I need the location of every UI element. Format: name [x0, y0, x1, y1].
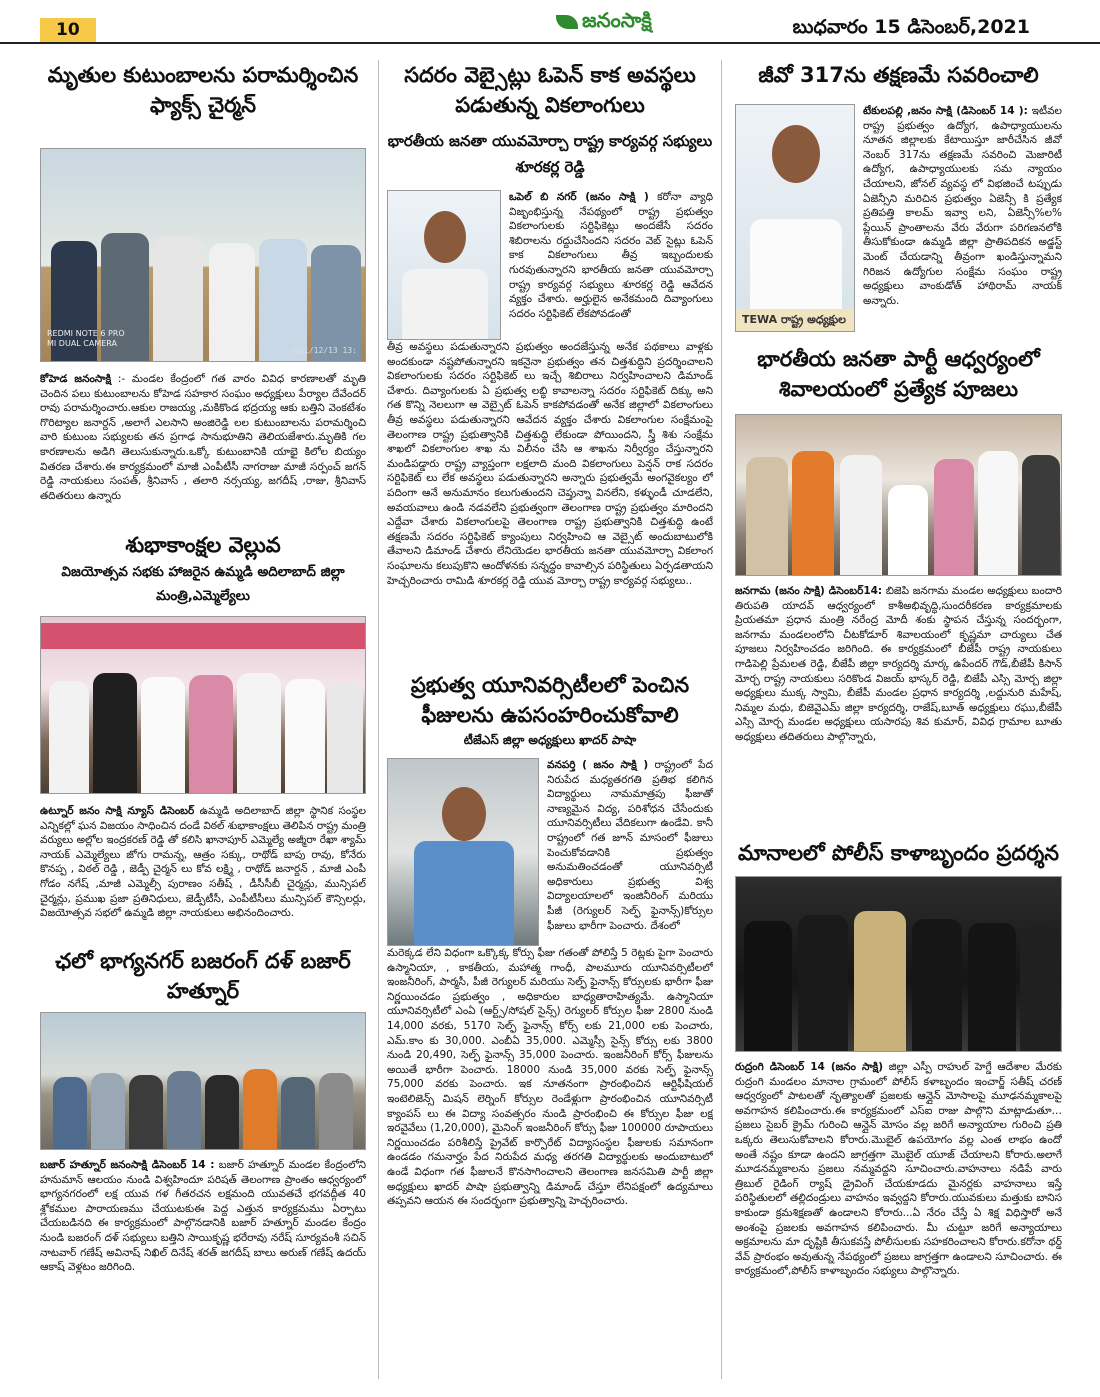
photo-figure: [167, 1071, 201, 1149]
photo-figure: [888, 485, 928, 575]
photo-figure: [93, 673, 137, 793]
article-dateline: రుద్రంగి డిసెంబర్ 14 (జనం సాక్షి): [735, 1061, 884, 1073]
camera-watermark: REDMI NOTE 6 PRO MI DUAL CAMERA: [47, 329, 125, 348]
column-right: [735, 60, 1062, 1379]
article-body: [735, 1060, 1062, 1352]
article-lead: [387, 190, 713, 340]
article-body-continued: మరెక్కడ లేని విధంగా ఒక్కొక్క కోర్సు ఫీజు గతంతో పోలిస్తే 5 రెట్లకు పైగా పెంచారు ఉస్మానియా, , కాకతీయ, మహాత్మ గాంధీ, పాలమూరు యూనివర్సిటీలలో ఇంజనీరింగ్, పార్మసీ, పీజీ రెగ్యులర్ మరియు సెల్ఫ్ ఫైనాన్స్ కోర్సులకు భారీగా ఫీజు నిర్ణయించడం ప్రభుత్వం , అధికారుల బాధ్యతారాహిత్యమే. ఉస్మానియా యూనివర్సిటీలో ఎంఏ (ఆర్ట్స్/సోషల్ సైన్స్) రెగ్యులర్ కోర్సుల ఫీజు 2800 నుండి 14,000 వరకు, 5170 సెల్ఫ్ ఫైనాన్స్ కోర్స్ లకు 21,000 లకు పెంచారు, ఎమ్.కాం కు 30,000. ఎంబీఏ 35,000. ఎమ్మెస్సీ సైన్స్ కోర్సు లకు 3800 నుండి 20,490, సెల్ఫ్ ఫైనాన్స్ 35,000 పెంచారు. ఇంజనీరింగ్ కోర్స్ ఫీజులను అయితే భారీగా పెంచారు. 18000 నుండి 35,000 వరకు సెల్ఫ్ ఫైనాన్స్ 75,000 వరకు పెంచారు. ఇక నూతనంగా ప్రారంభించిన ఆర్టిఫీషియల్ ఇంటెలిజెన్స్ మిషన్ లెర్నింగ్ కోర్సుల రెండేళ్లుగా ప్రారంభించిన యూనివర్సిటీ క్యాంపస్ లు ఈ విద్యా సంవత్సరం నుండి ప్రారంభించి ఈ కోర్సుల ఫీజు లక్ష ఇరవైవేలు (1,20,000), మైనింగ్ ఇంజనీరింగ్ కోర్సు ఫీజు 100000 రూపాయలు నిర్ణయించడం పరిశీలిస్తే ప్రైవేట్ కార్పొరేట్ విద్యాసంస్థల ఫీజులకు సమానంగా ఉండడం గమనార్హం పేద నిరుపేద మధ్య తరగతి విద్యార్థులకు అందుబాటులో ఉండే విధంగా గత ఫీజులనే కొనసాగించాలని తెలంగాణ జనసమితి పార్టీ జిల్లా అధ్యక్షులు ఖాదర్ పాషా ప్రభుత్వాన్ని డిమాండ్ చేస్తూ లేనిపక్షంలో ఉద్యమాలు తప్పవని ఆయన ఈ సందర్భంగా ప్రభుత్వాన్ని హెచ్చరించారు.: [387, 947, 713, 1208]
photo-figure: [327, 683, 363, 793]
article-body: [863, 104, 1062, 332]
photo-figure: [798, 915, 848, 1051]
article-photo: [40, 1012, 366, 1150]
photo-face: [424, 211, 466, 263]
article-dateline: జనగామ (జనం సాక్షి) డిసెంబర్14:: [735, 585, 883, 597]
article-headline: జీవో 317ను తక్షణమే సవరించాలి: [758, 63, 1039, 87]
article-text: కరోనా వ్యాధి విజృంభిస్తున్న నేపథ్యంలో రాష్ట్ర ప్రభుత్వం వికలాంగులకు సర్టిఫికెట్లు అందజేసే సదరం శిబిరాలను రద్దుచేసిందని సదరం వెబ్ సైట్లు ఓపెన్ కాక వికలాంగులు తీవ్ర ఇబ్బందులకు గురవుతున్నారని భారతీయ జనతా యువమోర్చా రాష్ట్ర కార్యవర్గ సభ్యులు శూరకర్ల రెడ్డి ఆవేదన వ్యక్తం చేశారు. అర్హులైన అనేకమంది దివ్యాంగులు సదరం సర్టిఫికెట్ లేకపోవడంతో: [509, 191, 713, 320]
article-subhead: భారతీయ జనతా యువమోర్చా రాష్ట్ర కార్యవర్గ సభ్యులు శూరకర్ల రెడ్డి: [387, 132, 713, 176]
photo-caption: TEWA రాష్ట్ర అధ్యక్షుల: [736, 309, 854, 331]
photo-figure: [189, 675, 233, 793]
article-headline: శుభాకాంక్షల వెల్లువ: [125, 533, 281, 557]
photo-figure: [281, 1077, 315, 1149]
portrait-photo: [387, 190, 501, 340]
photo-figure: [129, 1075, 163, 1149]
masthead: [0, 0, 1100, 44]
article-subhead: టీజేఎస్ జిల్లా అధ్యక్షులు ఖాదర్ పాషా: [463, 733, 637, 747]
article-photo: [40, 148, 366, 362]
photo-face: [772, 125, 820, 183]
photo-figure: [53, 1077, 87, 1149]
photo-figure: [311, 245, 361, 361]
article-body: [509, 190, 713, 340]
article-body-continued: తీవ్ర అవస్థలు పడుతున్నారని ప్రభుత్వం అందజేస్తున్న అనేక పథకాలు వాళ్లకు అందకుండా నష్టపోతున్నారని ఇకనైనా ప్రభుత్వం తన చిత్తశుద్ధిని ప్రదర్శించాలని వికలాంగులకు సదరం సర్టిఫికెట్ లు ఇచ్చే శిబిరాలు నిర్వహించాలని డిమాండ్ చేశారు. దివ్యాంగులకు ఏ ప్రభుత్వ లబ్ధి కావాలన్నా సదరం సర్టిఫికెట్ దిక్కు అని గత కొన్ని నెలలుగా ఆ వెబ్సైట్ ఓపెన్ కాకపోవడంతో అనేక జిల్లాలో వికలాంగులు తీవ్ర అవస్థలు పడుతున్నారని ఆవేదన వ్యక్తం చేశారు వికలాంగుల సంక్షేమంపై తెలంగాణ రాష్ట్ర ప్రభుత్వానికి చిత్తశుద్ధి లేకుండా పోయిందని, స్త్రీ శిశు సంక్షేమ శాఖలో వికలాంగుల శాఖ ను విలీనం చేసి ఆ శాఖను నిర్వీర్యం చేస్తున్నారని మండిపడ్డారు రాష్ట్ర వ్యాప్తంగా లక్షలాది మంది వికలాంగులు పెన్షన్ రాక సదరం సర్టిఫికెట్ లు లేక అవస్థలు పడుతున్నారని అన్నారు ప్రభుత్వమే అంగవైకల్యం లో పదింగా ఆనే అనుమానం కలుగుతుందని చెప్తున్నా వినలేని, కళ్ళుండీ చూడలేని, అవయవాలు ఉండి నడవలేని ప్రభుత్వంగా తెలంగాణ రాష్ట్ర ప్రభుత్వం మారిందని ఎద్దేవా చేశారు వికలాంగులపై తెలంగాణ రాష్ట్ర ప్రభుత్వానికి చిత్తశుద్ధి ఉంటే తక్షణమే సదరం సర్టిఫికెట్ క్యాంపులు నిర్వహించి ఆ వెబ్సైట్ అందుబాటులోకి తేవాలని డిమాండ్ చేశారు లేనియెడల భారతీయ జనతా యువమోర్చా వికలాంగ సంఘాలను కలుపుకొని ఆందోళనకు సన్నద్ధం కావాల్సిన పరిస్థితులు ఏర్పడతాయని హెచ్చరించారు రామిడి శూరకర్ల రెడ్డి యువ మోర్చా రాష్ట్ర కార్యవర్గ సభ్యులు..: [387, 341, 713, 587]
photo-figure: [912, 919, 962, 1051]
article-headline: ఛలో భాగ్యనగర్ బజరంగ్ దళ్ బజార్ హత్నూర్: [55, 949, 351, 1003]
article-body: [735, 584, 1062, 832]
photo-figure: [285, 679, 325, 793]
article-text: బిజెపి జనగామ మండల అధ్యక్షులు బందారి తిరుపతి యాదవ్ ఆధ్వర్యంలో కాశీఅభివృద్ధి,సుందరీకరణ కార్యక్రమాలకు ప్రియతమా ప్రధాన మంత్రి నరేంద్ర మోదీ శంకు స్థాపన చేస్తున్న సందర్భంగా, జనగామ మండలంలోని చీటకోడూర్ శివాలయంలో కృష్ణమా చార్యులు చేత పూజలు నిర్వహించడం జరిగింది. ఈ కార్యక్రమంలో బీజేపీ రాష్ట్ర నాయకులు గాడిపెల్లి ప్రేమలత రెడ్డి, బీజేపీ జిల్లా కార్యదర్శి మార్క ఉపేందర్ గౌడ్,బీజేపీ కిసాన్ మోర్చ రాష్ట్ర నాయకులు సరికొండ విజయ్ భాస్కర్ రెడ్డి, బిజేపీ ఎస్సి మోర్చ జిల్లా అధ్యక్షులు ముక్క స్వామి, బీజేపీ మండల ప్రధాన కార్యదర్శి ,లద్దునురి మహేష్, నిమ్మల మధు, బిజెవైఎమ్ జిల్లా కార్యదర్శి, రాజేష్,బూత్ అధ్యక్షులు రఘు,బీజేపీ ఎస్సి మోర్చ మండల అధ్యక్షులు యసారపు శివ కుమార్, వివిధ గ్రామాల బూతు అధ్యక్షులు తదితరులు పాల్గొన్నారు,: [735, 585, 1062, 743]
stage-banner: [41, 623, 365, 649]
photo-figure: [91, 1073, 125, 1149]
article-text: ఇటీవల రాష్ట్ర ప్రభుత్వం ఉద్యోగ, ఉపాధ్యాయులను నూతన జిల్లాలకు కేటాయిస్తూ జారీచేసిన జీవో నెంబర్ 317ను తక్షణమే సవరించి మెజారిటీ ఉద్యోగ, ఉపాధ్యాయులకు సమ న్యాయం చేయాలని, జోనల్ వ్యవస్థ లో విభజించే టప్పుడు ఏజెన్సీని మరిచిన ప్రభుత్వం ఏజెన్సీ కి ప్రత్యేక ప్రతిపత్తి కాలమ్ ఇవ్వా లని, ఏజెన్సీ%ల% ప్లేయిన్ ప్రాంతాలను వేరు వేరుగా పరిగణనలోకి తీసుకోకుండా ఉమ్మడి జిల్లా ప్రాతిపదికన అడ్జస్ట్ మెంట్ చేయడాన్ని తీవ్రంగా ఖండిస్తున్నామని గిరిజన ఉద్యోగుల సంక్షేమ సంఘం రాష్ట్ర అధ్యక్షులు వాంకుడోత్ హాథిరామ్ నాయక్ అన్నారు.: [863, 105, 1062, 307]
photo-figure: [319, 1073, 353, 1149]
article-body: [547, 758, 713, 946]
article-photo: [735, 414, 1062, 576]
portrait-photo: [735, 104, 855, 332]
photo-figure: [237, 673, 281, 793]
portrait-photo: [387, 758, 539, 946]
article-dateline: కోహెడ జనంసాక్షి: [40, 373, 112, 385]
article-headline: సదరం వెబ్సైట్లు ఓపెన్ కాక అవస్థలు పడుతున్న వికలాంగులు: [404, 63, 696, 117]
article-body: [40, 804, 366, 938]
paper-logo: [556, 8, 652, 37]
article-photo: [735, 876, 1062, 1052]
article-dateline: వనపర్తి ( జనం సాక్షి ): [547, 759, 649, 771]
article-headline: ప్రభుత్వ యూనివర్సిటీలలో పెంచిన ఫీజులను ఉపసంహరించుకోవాలి: [410, 673, 690, 727]
photo-figure: [1020, 927, 1060, 1051]
photo-figure: [49, 681, 89, 793]
photo-figure: [141, 677, 185, 793]
photo-figure: [792, 451, 834, 575]
photo-figure: [259, 239, 307, 361]
photo-figure: [209, 243, 255, 361]
leaf-icon: [556, 15, 578, 29]
photo-figure: [968, 923, 1016, 1051]
photo-figure: [840, 455, 882, 575]
photo-figure: [746, 457, 788, 575]
photo-timestamp: 2021/12/13 13:: [289, 346, 357, 355]
photo-figure: [205, 1075, 239, 1149]
article-dateline: బజార్ హత్నూర్ జనంసాక్షి డిసెంబర్ 14 :: [40, 1159, 215, 1171]
photo-figure: [934, 459, 974, 575]
article-dateline: టేకులపల్లి ,జనం సాక్షి (డిసెంబర్ 14 ):: [863, 105, 1028, 117]
photo-figure: [744, 921, 792, 1051]
article-text: రాష్ట్రంలో పేద నిరుపేద మధ్యతరగతి ప్రతిభ కలిగిన విద్యార్థులు నామమాత్రపు ఫీజుతో నాణ్యమైన విద్య, పరిశోధన చేసేందుకు యూనివర్సిటీలు వేదికలుగా ఉండేవి. కానీ రాష్ట్రంలో గత జూన్ మాసంలో ఫీజులు పెంచుకోవడానికి ప్రభుత్వం అనుమతించడంతో యూనివర్సిటీ అధికారులు ప్రభుత్వ విశ్వ విద్యాలయాలలో ఇంజినీరింగ్ మరియు పీజీ (రెగ్యులర్ సెల్ఫ్ ఫైనాన్స్)కోర్సుల ఫీజులు భారీగా పెంచారు. దేశంలో: [547, 759, 713, 932]
issue-date: బుధవారం 15 డిసెంబర్,2021: [792, 16, 1030, 38]
article-photo: [40, 616, 366, 794]
article-headline: భారతీయ జనతా పార్టీ ఆధ్వర్యంలో శివాలయంలో ప్రత్యేక పూజలు: [757, 347, 1040, 401]
article-text: జిల్లా ఎస్పీ రాహుల్ హెగ్డే ఆదేశాల మేరకు రుద్రంగి మండలం మానాల గ్రామంలో పోలీస్ కళాబృందం ఇంచార్జ్ సతీష్ చరణ్ ఆధ్వర్యంలో పాటలతో నృత్యాలతో ప్రజలకు ఆన్లైన్ మోసాలపై మూఢనమ్మకాలపై అవగాహన కలిపించారు.ఈ కార్యక్రమంలో ఎస్ఐ రాజు పాల్గొని మాట్లాడుతూ…ప్రజలు సైబర్ క్రైమ్ గురించి ఆన్లైన్ మోసం వల్ల జరిగే అన్యాయాల గురించి ప్రతి ఒక్కరు తెలుసుకోవాలని కోరారు.మొబైల్ ఉపయోగం వల్ల ఎంత లాభం ఉందో అంతే నష్టం కూడా ఉందని జాగ్రత్తగా మొబైల్ యూజ్ చేయాలని కోరారు.అలాగే మూడనమ్మకాలను ప్రజలు నమ్మవద్దని సూచించారు.వాహనాలు నడిపే వారు త్రిబుల్ రైడింగ్ ర్యాష్ డ్రైవింగ్ చేయకూడదు మైనర్లకు వాహనాలు ఇస్తే పరిస్థితులలో తల్లిదండ్రులు వాహనం ఇవ్వద్దని కోరారు.యువకులు మత్తుకు బానిస కాకుండా క్రమశిక్షణతో ఉండాలని కోరారు...ఏ నేరం చేస్తే ఏ శిక్ష విధిస్తారో అనే అంశంపై ప్రజలకు అవగాహన కలిపించారు. మీ చుట్టూ జరిగే అన్యాయాలు అక్రమాలను మా దృష్టికి తీసుకవస్తే పోలీసులకు సహకరించాలని కోరారు.కరోనా థర్డ్ వేవ్ ప్రారంభం అవుతున్న నేపథ్యంలో ప్రజలు జాగ్రత్తగా ఉండాలని సూచించారు. ఈ కార్యక్రమంలో,పోలీస్ కాళాబృందం సభ్యులు పాల్గొన్నారు.: [735, 1061, 1062, 1278]
photo-figure: [414, 841, 514, 945]
article-body: [40, 372, 366, 524]
article-dateline: ఉట్నూర్ జనం సాక్షి న్యూస్ డిసెంబర్: [40, 805, 195, 817]
photo-figure: [243, 1069, 277, 1149]
article-dateline: ఒపెల్ బి నగర్ (జనం సాక్షి ): [509, 191, 649, 203]
photo-figure: [978, 451, 1018, 575]
column-left: [40, 60, 366, 1379]
article-lead: [735, 104, 1062, 332]
photo-figure: [854, 911, 906, 1051]
article-text: :- మండల కేంద్రంలో గత వారం వివిధ కారణాలతో మృతి చెందిన పలు కుటుంబాలను కోహెడ సహకార సంఘం అధ్యక్షులు పేర్యాల దేవేందర్ రావు పరామర్శించారు.ఆకుల రాజయ్య ,మకికొండ భద్రయ్య ఆకు బత్తిని వెంకటేశం గొరిట్యాల జనార్దన్ ,అలాగే ఎలసాని అంజిరెడ్డి లల కుటుంబాలను పరామర్శించి వారి కుటుంబ సభ్యులకు తన ప్రగాఢ సానుభూతిని తెలియజేశారు.మృతికి గల కారణాలను అడిగి తెలుసుకున్నారు.ఒక్కో కుటుంబానికి యాభై కిలోల బియ్యం వితరణ చేశారు.ఈ కార్యక్రమంలో మాజీ ఎంపీటీసీ నాగరాజు మాజీ సర్పంచ్ జగన్ రెడ్డి నాయకులు సంపత్, శ్రీనివాస్ , తలారి నర్సయ్య, జగదీష్ ,రాజు, శ్రీనివాస్ తదితరులు ఉన్నారు: [40, 373, 366, 502]
photo-figure: [750, 219, 842, 309]
article-body: [40, 1158, 366, 1288]
photo-figure: [402, 269, 488, 339]
article-subhead: విజయోత్సవ సభకు హాజరైన ఉమ్మడి అదిలాబాద్ జిల్లా మంత్రి,ఎమ్మెల్యేలు: [61, 564, 345, 604]
article-text: బజార్ హత్నూర్ మండల కేంద్రంలోని హనుమాన్ ఆలయం నుండి విశ్వహిందూ పరిషత్ తెలంగాణ ప్రాంతం ఆధ్వర్యంలో భాగ్యనగరంలో లక్ష యువ గళ గీతరచన లక్షమంది యువతచే భగవద్గీత 40 శ్లోకముల పారాయణము చేయుటకుఈ పెద్ద ఎత్తున కార్యక్రమము ఏర్పాటు చేయబడినది ఈ కార్యక్రమంలో పాల్గొనడానికి బజార్ హత్నూర్ మండల కేంద్రం నుండి బజరంగ్ దళ్ సభ్యులు బత్తిని సాయికృష్ణ భరేరావు నరేష్ సూర్యవంశీ సచిన్ నాటవార్ గణేష్ అవినాష్ నిఖిల్ దినేష్ శరత్ జగదీష్ బాలు అరుణ్ గణేష్ ఉదయ్ ఆకాష్ వెళ్లటం జరిగింది.: [40, 1159, 366, 1274]
paper-name: జనంసాక్షి: [582, 8, 652, 32]
article-headline: మృతుల కుటుంబాలను పరామర్శించిన ఫ్యాక్స్ చైర్మన్: [47, 63, 359, 117]
photo-face: [442, 787, 486, 841]
photo-figure: [1022, 455, 1060, 575]
photo-figure: [153, 237, 203, 361]
article-lead: [387, 758, 713, 946]
page-number: 10: [40, 18, 96, 42]
column-middle: [378, 60, 722, 1379]
article-headline: మానాలలో పోలీస్ కాళాబృందం ప్రదర్శన: [737, 841, 1059, 865]
article-text: ఉమ్మడి అదిలాబాద్ జిల్లా స్థానిక సంస్థల ఎన్నికల్లో ఘన విజయం సాధించిన దండే విఠల్ శుభాకాంక్షలు తెలిపిన రాష్ట్ర మంత్రి వర్యులు అల్లోల ఇంద్రకరణ్ రెడ్డి తో కలిసి ఖానాపూర్ ఎమ్మెల్యే అజ్మీరా రేఖా శ్యామ్ నాయక్ ఎమ్మెల్యేలు జోగు రామన్న, ఆత్రం సక్కు, రాథోడ్ బాపు రావు, కోనేరు కొనప్ప , విఠల్ రెడ్డి , జెడ్పీ చైర్మన్ లు కోవ లక్ష్మి , రాథోడ్ జనార్దన్ , మాజీ ఎంపీ గోడం నగేష్ ,మాజీ ఎమ్మెల్సీ పురాణం సతీష్ , డీసీసీబీ చైర్మన్లు, మున్సిపల్ చైర్మన్లు, ప్రముఖ ప్రజా ప్రతినిధులు, జెడ్పీటీసీ, ఎంపీటీసీలు మున్సిపల్ కౌన్సిలర్లు, విజయోత్సవ సభలో ఉమ్మడి జిల్లా నాయకులు అభినందించారు.: [40, 805, 366, 920]
